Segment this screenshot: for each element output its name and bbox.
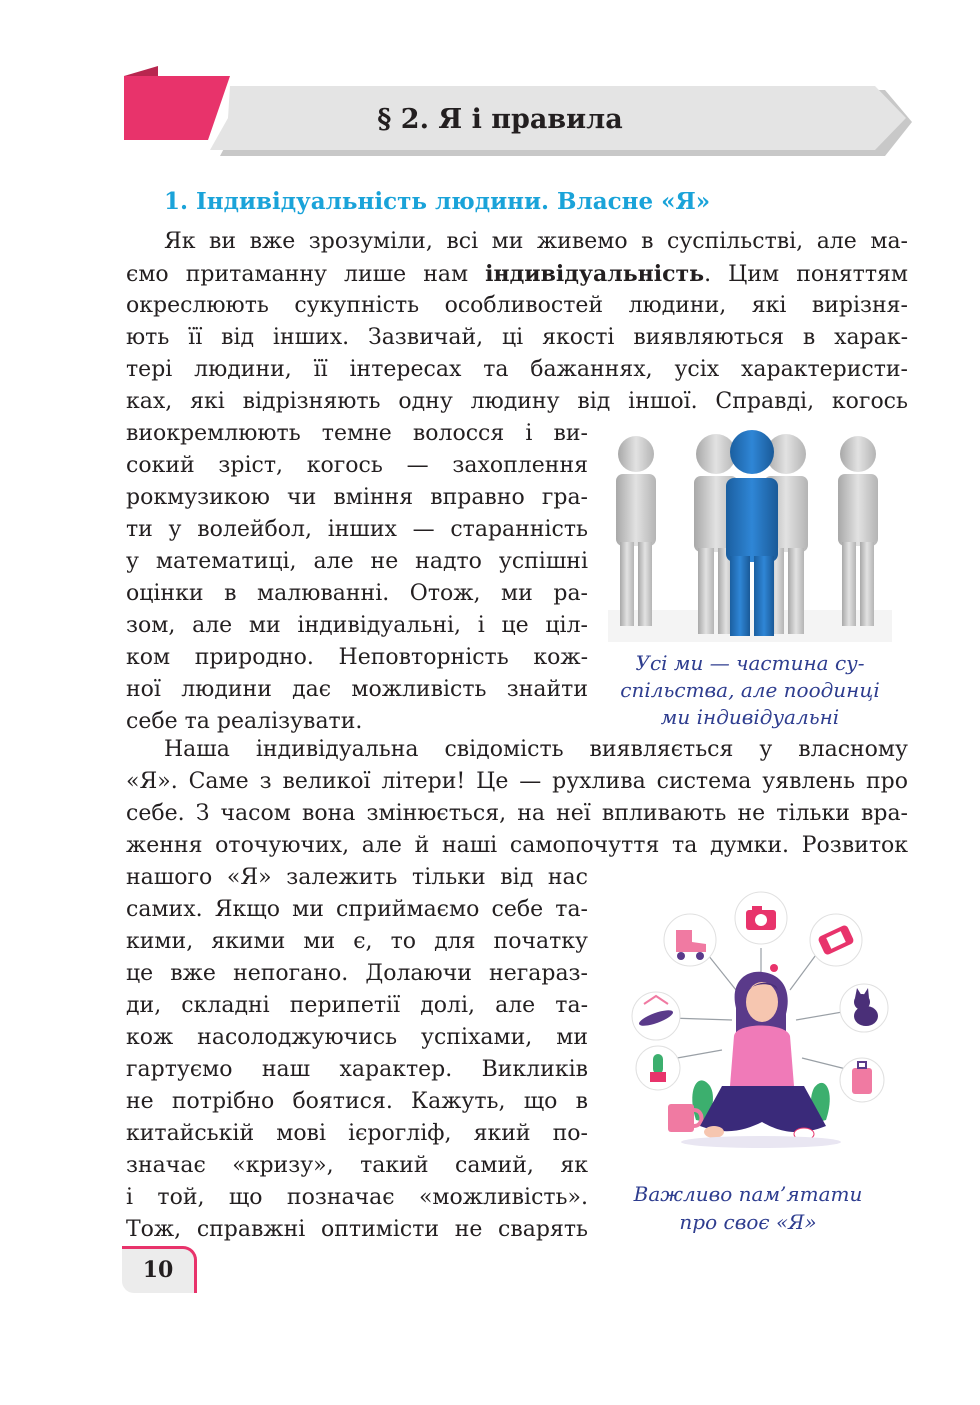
text-line: оцінки в малюванні. Отож, ми ра-	[126, 581, 588, 606]
text-line: «Я». Саме з великої літери! Це — рухлива система уявлень про	[126, 769, 908, 794]
text-line: ної людини дає можливість знайти	[126, 677, 588, 702]
text-line: зом, але ми індивідуальні, і це ціл-	[126, 613, 588, 638]
text-line: самих. Якщо ми сприймаємо себе та-	[126, 897, 588, 922]
text-line: гартуємо наш характер. Викликів	[126, 1057, 588, 1082]
text-line: окреслюють сукупність особливостей людини, які вирізня-	[126, 293, 908, 318]
text-line: Тож, справжні оптимісти не сварять	[126, 1217, 588, 1242]
text-line: у математиці, але не надто успішні	[126, 549, 588, 574]
suitcase-icon	[840, 1058, 884, 1102]
text-line: ди, складні перипетії долі, але та-	[126, 993, 588, 1018]
people-figures-illustration	[608, 430, 892, 642]
text-line: це вже непогано. Долаючи негараз-	[126, 961, 588, 986]
page-number-tab	[122, 1246, 197, 1293]
keyword-individuality: індивідуальність	[485, 261, 705, 287]
cat-icon	[840, 984, 888, 1032]
text-line: кими, якими ми є, то для початку	[126, 929, 588, 954]
text-line: виокремлюють темне волосся і ви-	[126, 421, 588, 446]
figure-2-caption: Важливо пам’ятати про своє «Я»	[633, 1182, 863, 1234]
figure-1-caption: Усі ми — частина су- спільства, але поодинці ми індивідуальні	[620, 651, 880, 729]
text-line: Як ви вже зрозуміли, всі ми живемо в суспільстві, але ма-	[164, 229, 908, 254]
text-line: нашого «Я» залежить тільки від нас	[126, 865, 588, 890]
girl-figure	[700, 964, 826, 1140]
text-line: ком природно. Неповторність кож-	[126, 645, 588, 670]
text-line: сокий зріст, когось — захоплення	[126, 453, 588, 478]
text-line: і той, що позначає «можливість».	[126, 1185, 588, 1210]
camera-icon	[735, 892, 787, 944]
text-line: значає «кризу», такий самий, як	[126, 1153, 588, 1178]
game-console-icon	[810, 914, 862, 966]
text-line: себе та реалізувати.	[126, 709, 363, 734]
text-line: себе. З часом вона змінюється, на неї впливають не тільки вра-	[126, 801, 908, 826]
text-line: ках, які відрізняють одну людину від іншої. Справді, когось	[126, 389, 908, 414]
text-line: Наша індивідуальна свідомість виявляється у власному	[164, 737, 908, 762]
girl-interests-illustration	[626, 890, 896, 1160]
text-line: ти у волейбол, інших — старанність	[126, 517, 588, 542]
text-line: тері людини, її інтересах та бажаннях, усіх характеристи-	[126, 357, 908, 382]
text-line: ємо притаманну лише нам індивідуальність. Цим поняттям	[126, 261, 908, 287]
text-line: не потрібно боятися. Кажуть, що в	[126, 1089, 588, 1114]
surfboard-icon	[632, 992, 680, 1040]
roller-skate-icon	[664, 914, 716, 966]
cactus-icon	[636, 1046, 680, 1090]
page-number: 10	[142, 1257, 174, 1283]
text-line: ження оточуючих, але й наші самопочуття та думки. Розвиток	[126, 833, 908, 858]
section-heading: 1. Індивідуальність людини. Власне «Я»	[164, 188, 711, 215]
text-line: кож насолоджуючись успіхами, ми	[126, 1025, 588, 1050]
chapter-title: § 2. Я і правила	[377, 104, 623, 135]
text-line: ють її від інших. Зазвичай, ці якості виявляються в харак-	[126, 325, 908, 350]
text-line: рокмузикою чи вміння вправно гра-	[126, 485, 588, 510]
text-line: китайській мові ієрогліф, який по-	[126, 1121, 588, 1146]
